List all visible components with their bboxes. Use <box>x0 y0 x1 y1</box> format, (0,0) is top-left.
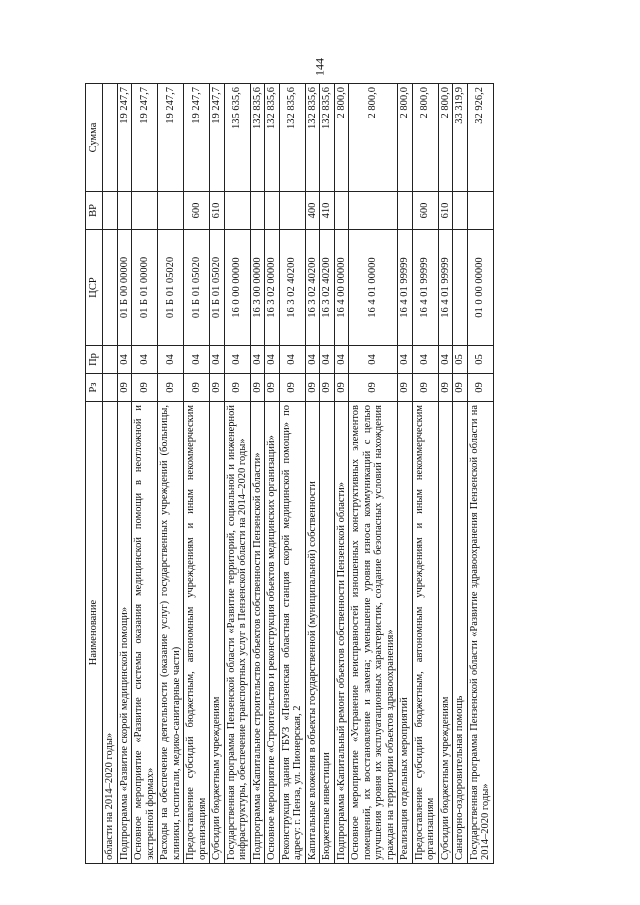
row-name-cell: Подпрограмма «Развитие скорой медицинской помощи» <box>117 402 132 864</box>
row-pr-cell: 05 <box>453 346 468 374</box>
row-name-cell: Основное мероприятие «Строительство и реконструкция объектов медицинских организаций» <box>265 402 280 864</box>
row-pr-cell: 04 <box>224 346 250 374</box>
row-sum-cell: 132 835,6 <box>279 84 305 192</box>
row-name-cell: Основное мероприятие «Устранение неисправностей изношенных конструктивных элементов помещений, их восстановление и замена; уменьшение уровня износа коммуникаций с целью улучшения уровня их эксплуатационных характеристик, создание безопасных условий нахождения граждан на территории объектов здравоохранения» <box>349 402 398 864</box>
row-pr-cell: 04 <box>279 346 305 374</box>
table-row <box>305 84 320 864</box>
budget-table <box>85 83 494 864</box>
row-rz-cell: 09 <box>117 374 132 402</box>
row-sum-cell: 2 800,0 <box>398 84 413 192</box>
row-csr-cell: 16 4 01 99999 <box>412 230 438 346</box>
row-csr-cell: 16 4 01 99999 <box>398 230 413 346</box>
row-csr-cell: 01 0 00 00000 <box>467 230 493 346</box>
row-rz-cell: 09 <box>132 374 158 402</box>
row-vr-cell <box>453 192 468 230</box>
row-csr-cell: 01 Б 01 05020 <box>184 230 210 346</box>
row-vr-cell <box>132 192 158 230</box>
row-vr-cell: 610 <box>438 192 453 230</box>
table-header-row <box>86 84 103 864</box>
column-header-csr: ЦСР <box>86 230 103 346</box>
row-rz-cell: 09 <box>398 374 413 402</box>
row-sum-cell: 19 247,7 <box>210 84 225 192</box>
row-pr-cell: 04 <box>412 346 438 374</box>
table-row <box>210 84 225 864</box>
row-csr-cell <box>453 230 468 346</box>
row-csr-cell: 16 3 02 40200 <box>279 230 305 346</box>
row-csr-cell: 16 0 00 00000 <box>224 230 250 346</box>
row-pr-cell: 04 <box>398 346 413 374</box>
row-name-cell: Подпрограмма «Капитальное строительство объектов собственности Пензенской области» <box>250 402 265 864</box>
row-sum-cell: 132 835,6 <box>320 84 335 192</box>
row-vr-cell: 600 <box>184 192 210 230</box>
table-row <box>279 84 305 864</box>
row-rz-cell: 09 <box>224 374 250 402</box>
row-name-cell: Реконструкция здания ГБУЗ «Пензенская областная станция скорой медицинской помощи» по адресу: г. Пенза, ул. Пионерская, 2 <box>279 402 305 864</box>
row-rz-cell: 09 <box>349 374 398 402</box>
row-csr-cell: 01 Б 01 00000 <box>132 230 158 346</box>
row-name-cell: Предоставление субсидий бюджетным, автономным учреждениям и иным некоммерческим организациям <box>412 402 438 864</box>
table-row <box>184 84 210 864</box>
row-name-cell: Государственная программа Пензенской области «Развитие территорий, социальной и инженерной инфраструктуры, обеспечение транспортных услуг в Пензенской области на 2014–2020 годы» <box>224 402 250 864</box>
row-sum-cell: 2 800,0 <box>438 84 453 192</box>
row-vr-cell: 410 <box>320 192 335 230</box>
page-number-text: 144 <box>312 58 327 76</box>
row-sum-cell: 19 247,7 <box>117 84 132 192</box>
row-name-cell: Капитальные вложения в объекты государственной (муниципальной) собственности <box>305 402 320 864</box>
row-rz-cell: 09 <box>320 374 335 402</box>
row-csr-cell: 16 3 02 40200 <box>320 230 335 346</box>
row-vr-cell <box>224 192 250 230</box>
row-name-cell: области на 2014–2020 годы» <box>103 402 118 864</box>
row-rz-cell: 09 <box>438 374 453 402</box>
table-row <box>349 84 398 864</box>
row-pr-cell: 04 <box>117 346 132 374</box>
row-vr-cell <box>279 192 305 230</box>
table-row <box>265 84 280 864</box>
table-row <box>398 84 413 864</box>
row-rz-cell: 09 <box>265 374 280 402</box>
row-pr-cell: 04 <box>320 346 335 374</box>
row-name-cell: Субсидии бюджетным учреждениям <box>438 402 453 864</box>
row-vr-cell <box>334 192 349 230</box>
row-rz-cell: 09 <box>279 374 305 402</box>
row-sum-cell: 135 635,6 <box>224 84 250 192</box>
table-body <box>103 84 494 864</box>
table-row <box>132 84 158 864</box>
row-pr-cell: 04 <box>132 346 158 374</box>
row-sum-cell: 2 800,0 <box>412 84 438 192</box>
row-pr-cell: 04 <box>349 346 398 374</box>
table-row <box>334 84 349 864</box>
row-pr-cell: 04 <box>158 346 184 374</box>
table-row <box>467 84 493 864</box>
row-sum-cell: 132 835,6 <box>250 84 265 192</box>
row-rz-cell: 09 <box>305 374 320 402</box>
row-vr-cell <box>398 192 413 230</box>
row-rz-cell: 09 <box>453 374 468 402</box>
table-row <box>438 84 453 864</box>
row-pr-cell: 05 <box>467 346 493 374</box>
column-header-sum: Сумма <box>86 84 103 192</box>
row-pr-cell: 04 <box>210 346 225 374</box>
row-name-cell: Предоставление субсидий бюджетным, автономным учреждениям и иным некоммерческим организациям <box>184 402 210 864</box>
row-pr-cell: 04 <box>250 346 265 374</box>
row-pr-cell: 04 <box>265 346 280 374</box>
table-row <box>412 84 438 864</box>
row-csr-cell: 01 Б 01 05020 <box>158 230 184 346</box>
row-name-cell: Бюджетные инвестиции <box>320 402 335 864</box>
row-sum-cell: 132 835,6 <box>265 84 280 192</box>
budget-table-page <box>85 84 553 864</box>
row-name-cell: Реализация отдельных мероприятий <box>398 402 413 864</box>
row-sum-cell: 19 247,7 <box>184 84 210 192</box>
row-sum-cell: 33 319,9 <box>453 84 468 192</box>
row-pr-cell: 04 <box>184 346 210 374</box>
row-rz-cell: 09 <box>412 374 438 402</box>
row-csr-cell: 16 4 00 00000 <box>334 230 349 346</box>
row-sum-cell: 2 800,0 <box>334 84 349 192</box>
row-name-cell: Субсидии бюджетным учреждениям <box>210 402 225 864</box>
table-row <box>158 84 184 864</box>
table-row <box>320 84 335 864</box>
row-vr-cell <box>349 192 398 230</box>
row-vr-cell <box>158 192 184 230</box>
row-name-cell: Санаторно-оздоровительная помощь <box>453 402 468 864</box>
row-vr-cell <box>467 192 493 230</box>
row-pr-cell <box>103 346 118 374</box>
row-pr-cell: 04 <box>438 346 453 374</box>
row-name-cell: Расходы на обеспечение деятельности (оказание услуг) государственных учреждений (больницы, клиники, госпитали, медико-санитарные части) <box>158 402 184 864</box>
table-row <box>453 84 468 864</box>
row-rz-cell: 09 <box>210 374 225 402</box>
row-csr-cell <box>103 230 118 346</box>
row-vr-cell: 600 <box>412 192 438 230</box>
row-pr-cell: 04 <box>305 346 320 374</box>
row-rz-cell: 09 <box>158 374 184 402</box>
row-rz-cell <box>103 374 118 402</box>
row-csr-cell: 16 3 00 00000 <box>250 230 265 346</box>
column-header-vr: ВР <box>86 192 103 230</box>
row-vr-cell <box>265 192 280 230</box>
column-header-rz: Рз <box>86 374 103 402</box>
row-name-cell: Основное мероприятие «Развитие системы оказания медицинской помощи в неотложной и экстренной формах» <box>132 402 158 864</box>
row-csr-cell: 16 3 02 40200 <box>305 230 320 346</box>
row-name-cell: Подпрограмма «Капитальный ремонт объектов собственности Пензенской области» <box>334 402 349 864</box>
row-name-cell: Государственная программа Пензенской области «Развитие здравоохранения Пензенской области на 2014–2020 годы» <box>467 402 493 864</box>
row-csr-cell: 16 4 01 99999 <box>438 230 453 346</box>
table-row <box>250 84 265 864</box>
row-rz-cell: 09 <box>467 374 493 402</box>
row-csr-cell: 01 Б 00 00000 <box>117 230 132 346</box>
row-csr-cell: 16 4 01 00000 <box>349 230 398 346</box>
row-rz-cell: 09 <box>184 374 210 402</box>
row-sum-cell: 19 247,7 <box>132 84 158 192</box>
column-header-name: Наименование <box>86 402 103 864</box>
row-csr-cell: 01 Б 01 05020 <box>210 230 225 346</box>
row-rz-cell: 09 <box>250 374 265 402</box>
row-vr-cell <box>117 192 132 230</box>
row-sum-cell: 2 800,0 <box>349 84 398 192</box>
row-sum-cell: 32 926,2 <box>467 84 493 192</box>
row-vr-cell <box>250 192 265 230</box>
row-sum-cell <box>103 84 118 192</box>
table-row <box>224 84 250 864</box>
column-header-pr: Пр <box>86 346 103 374</box>
row-vr-cell: 400 <box>305 192 320 230</box>
row-sum-cell: 132 835,6 <box>305 84 320 192</box>
row-sum-cell: 19 247,7 <box>158 84 184 192</box>
row-vr-cell <box>103 192 118 230</box>
row-rz-cell: 09 <box>334 374 349 402</box>
row-vr-cell: 610 <box>210 192 225 230</box>
table-row <box>117 84 132 864</box>
row-pr-cell: 04 <box>334 346 349 374</box>
table-row <box>103 84 118 864</box>
row-csr-cell: 16 3 02 00000 <box>265 230 280 346</box>
